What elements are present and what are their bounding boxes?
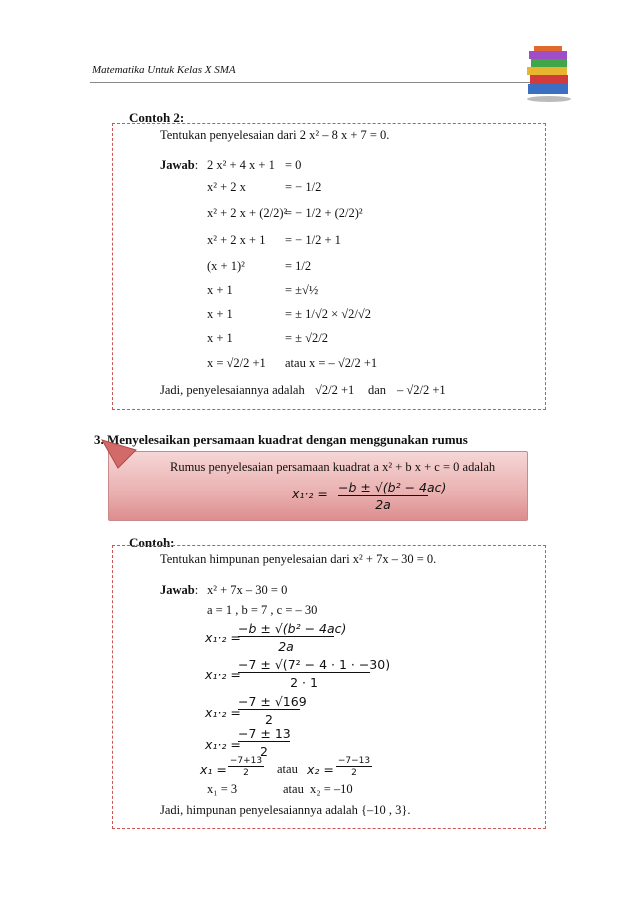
- ex2-conclusion-and: dan: [368, 383, 387, 397]
- step-1-denominator: 2a: [278, 639, 294, 654]
- step-3-lhs: x₁·₂ =: [205, 705, 241, 720]
- ex2-line-1-rhs: = 0: [285, 158, 302, 172]
- example-2-answer-label: Jawab:: [160, 158, 199, 172]
- step-2-numerator: −7 ± √(7² − 4 · 1 · −30): [238, 657, 391, 672]
- step-3-numerator: −7 ± √169: [238, 694, 307, 709]
- step-1-lhs: x₁·₂ =: [205, 630, 241, 645]
- ex2-conclusion-root2: – √2/2 +1: [397, 383, 446, 397]
- example-3-answer-label: Jawab:: [160, 583, 199, 597]
- root-x1-denominator: 2: [243, 768, 249, 778]
- formula-lhs: x₁·₂ =: [292, 486, 328, 501]
- step-2-lhs: x₁·₂ =: [205, 667, 241, 682]
- step-2-denominator: 2 · 1: [290, 675, 318, 690]
- ex2-line-7-rhs: = ± 1/√2 × √2/√2: [285, 307, 371, 321]
- ex2-line-3-rhs: = − 1/2 + (2/2)²: [285, 206, 363, 220]
- step-4-denominator: 2: [260, 744, 268, 759]
- ex2-conclusion-prefix: Jadi, penyelesaiannya adalah: [160, 383, 305, 397]
- ex2-line-6-rhs: = ±√½: [285, 283, 319, 297]
- ex2-line-3-lhs: x² + 2 x + (2/2)²: [207, 206, 288, 220]
- ex2-line-9-rhs: atau x = – √2/2 +1: [285, 356, 378, 370]
- ex2-line-7-lhs: x + 1: [207, 307, 233, 321]
- ex2-line-5-rhs: = 1/2: [285, 259, 312, 273]
- example-2-label: Contoh 2:: [129, 110, 185, 125]
- example-3-equation: x² + 7x – 30 = 0: [207, 583, 288, 597]
- step-1-numerator: −b ± √(b² − 4ac): [238, 621, 347, 636]
- root-or-2: atau: [283, 782, 304, 796]
- formula-denominator: 2a: [375, 497, 391, 512]
- ex2-line-8-rhs: = ± √2/2: [285, 331, 328, 345]
- root-x2-numerator: −7−13: [337, 756, 371, 766]
- step-4-numerator: −7 ± 13: [238, 726, 291, 741]
- books-logo: [524, 44, 574, 104]
- step-3-denominator: 2: [265, 712, 273, 727]
- root-or-1: atau: [277, 762, 298, 776]
- ex2-conclusion-root1: √2/2 +1: [315, 383, 355, 397]
- ex2-line-2-lhs: x² + 2 x: [207, 180, 246, 194]
- root-x2-denominator: 2: [351, 768, 357, 778]
- ex2-line-1-lhs: 2 x² + 4 x + 1: [207, 158, 275, 172]
- header-rule: [90, 82, 538, 83]
- section-3-heading: 3. Menyelesaikan persamaan kuadrat dengan menggunakan rumus: [94, 432, 468, 447]
- root-x2-lhs: x₂ =: [307, 762, 334, 777]
- step-4-lhs: x₁·₂ =: [205, 737, 241, 752]
- ex2-line-5-lhs: (x + 1)²: [207, 259, 245, 273]
- ex2-line-9-lhs: x = √2/2 +1: [207, 356, 266, 370]
- ex2-line-6-lhs: x + 1: [207, 283, 233, 297]
- example-2-question: Tentukan penyelesaian dari 2 x² – 8 x + 7 = 0.: [160, 128, 390, 142]
- pointer-icon: [100, 436, 138, 470]
- example-3-conclusion: Jadi, himpunan penyelesaiannya adalah {–10 , 3}.: [160, 803, 411, 817]
- example-3-label: Contoh:: [129, 535, 175, 550]
- ex2-line-2-rhs: = − 1/2: [285, 180, 322, 194]
- root-x1-value: x₁ = 3: [207, 782, 238, 796]
- running-header: Matematika Untuk Kelas X SMA: [92, 64, 236, 76]
- formula-numerator: −b ± √(b² − 4ac): [338, 480, 447, 495]
- example-3-coeffs: a = 1 , b = 7 , c = – 30: [207, 603, 318, 617]
- root-x2-value: x₂ = –10: [310, 782, 353, 796]
- formula-intro: Rumus penyelesaian persamaan kuadrat a x² + b x + c = 0 adalah: [170, 460, 496, 474]
- ex2-line-4-lhs: x² + 2 x + 1: [207, 233, 266, 247]
- example-3-question: Tentukan himpunan penyelesaian dari x² + 7x – 30 = 0.: [160, 552, 437, 566]
- root-x1-lhs: x₁ =: [200, 762, 227, 777]
- root-x1-numerator: −7+13: [229, 756, 263, 766]
- ex2-line-8-lhs: x + 1: [207, 331, 233, 345]
- ex2-line-4-rhs: = − 1/2 + 1: [285, 233, 341, 247]
